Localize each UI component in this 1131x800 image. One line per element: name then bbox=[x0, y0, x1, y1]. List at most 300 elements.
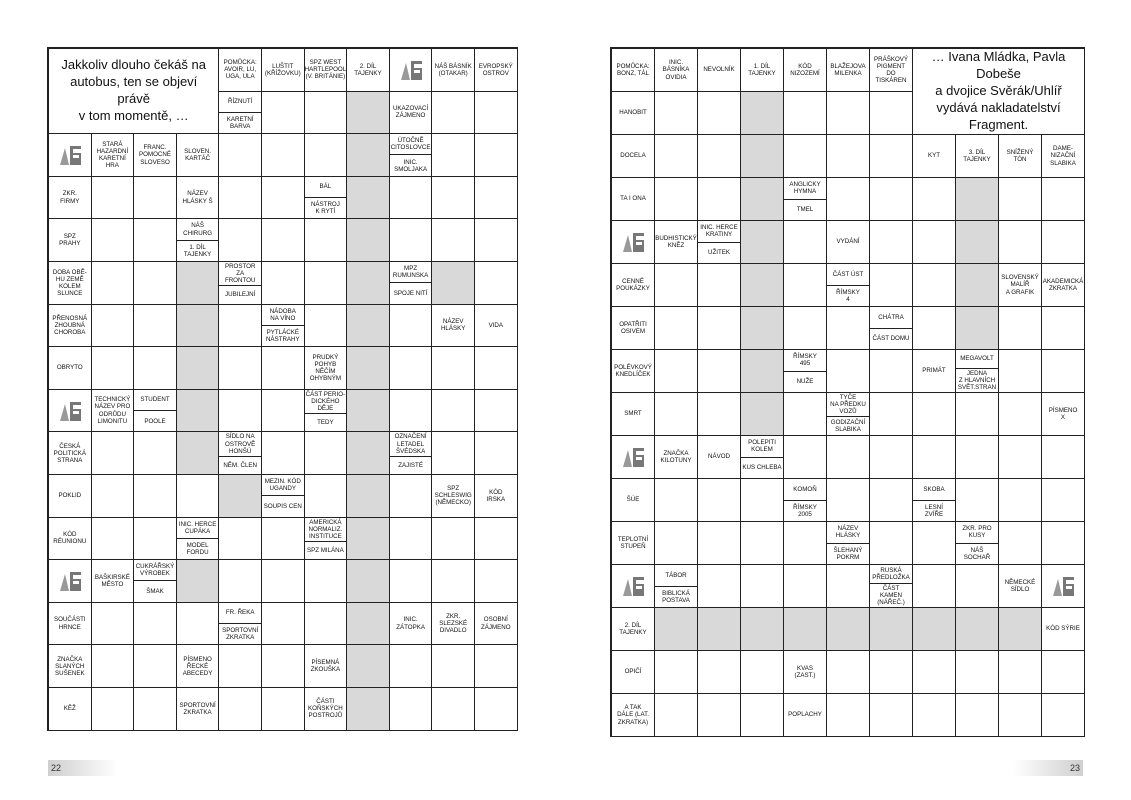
answer-cell[interactable] bbox=[432, 518, 475, 561]
clue-cell bbox=[612, 92, 655, 135]
answer-cell[interactable] bbox=[870, 221, 913, 264]
shaded-answer-cell[interactable] bbox=[177, 390, 220, 433]
logo-cell bbox=[49, 390, 92, 433]
clue-text: HANOBIT bbox=[619, 109, 647, 117]
clue-cell bbox=[390, 92, 433, 135]
clue-text: KĚŽ bbox=[63, 705, 76, 713]
shaded-answer-cell[interactable] bbox=[741, 92, 784, 135]
answer-cell[interactable] bbox=[741, 522, 784, 565]
clue-text: ŠÚE bbox=[626, 496, 640, 504]
answer-cell[interactable] bbox=[432, 134, 475, 177]
clue-text: 2. DÍL TAJENKY bbox=[354, 62, 382, 77]
clue-text: OSOBNÍ ZÁJMENO bbox=[481, 616, 511, 631]
answer-cell[interactable] bbox=[956, 479, 999, 522]
answer-cell[interactable] bbox=[475, 347, 518, 390]
answer-cell[interactable] bbox=[432, 219, 475, 262]
answer-cell[interactable] bbox=[784, 522, 827, 565]
answer-cell[interactable] bbox=[655, 651, 698, 694]
answer-cell[interactable] bbox=[698, 307, 741, 350]
shaded-answer-cell[interactable] bbox=[347, 603, 390, 646]
answer-cell[interactable] bbox=[956, 565, 999, 608]
clue-cell bbox=[999, 264, 1042, 307]
shaded-answer-cell[interactable] bbox=[741, 307, 784, 350]
answer-cell[interactable] bbox=[1042, 651, 1085, 694]
answer-cell[interactable] bbox=[390, 305, 433, 348]
answer-cell[interactable] bbox=[432, 177, 475, 220]
answer-cell[interactable] bbox=[262, 177, 305, 220]
answer-cell[interactable] bbox=[92, 219, 135, 262]
answer-cell[interactable] bbox=[741, 651, 784, 694]
answer-cell[interactable] bbox=[655, 350, 698, 393]
answer-cell[interactable] bbox=[784, 393, 827, 436]
answer-cell[interactable] bbox=[219, 390, 262, 433]
clue-text: OBRYTO bbox=[56, 364, 83, 372]
answer-cell[interactable] bbox=[92, 603, 135, 646]
answer-cell[interactable] bbox=[784, 221, 827, 264]
answer-cell[interactable] bbox=[219, 219, 262, 262]
shaded-answer-cell[interactable] bbox=[741, 608, 784, 651]
answer-cell[interactable] bbox=[390, 219, 433, 262]
clue-text: POKLID bbox=[58, 492, 82, 500]
answer-cell[interactable] bbox=[698, 393, 741, 436]
shaded-answer-cell[interactable] bbox=[741, 264, 784, 307]
answer-cell[interactable] bbox=[913, 307, 956, 350]
shaded-answer-cell[interactable] bbox=[784, 608, 827, 651]
answer-cell[interactable] bbox=[475, 262, 518, 305]
shaded-answer-cell[interactable] bbox=[999, 608, 1042, 651]
shaded-answer-cell[interactable] bbox=[956, 221, 999, 264]
answer-cell[interactable] bbox=[1042, 479, 1085, 522]
shaded-answer-cell[interactable] bbox=[956, 307, 999, 350]
answer-cell[interactable] bbox=[475, 560, 518, 603]
answer-cell[interactable] bbox=[134, 262, 177, 305]
clue-text: ŘÍMSKY 4 bbox=[827, 285, 869, 307]
answer-cell[interactable] bbox=[698, 350, 741, 393]
answer-cell[interactable] bbox=[741, 694, 784, 737]
answer-cell[interactable] bbox=[305, 560, 348, 603]
shaded-answer-cell[interactable] bbox=[741, 393, 784, 436]
answer-cell[interactable] bbox=[999, 522, 1042, 565]
clue-cell bbox=[177, 219, 220, 262]
answer-cell[interactable] bbox=[655, 178, 698, 221]
answer-cell[interactable] bbox=[784, 264, 827, 307]
clue-text: PRUDKÝ POHYB NĚČÍM OHYBNÝM bbox=[309, 353, 342, 383]
answer-cell[interactable] bbox=[432, 347, 475, 390]
clue-text: SÍDLO NA OSTROVĚ HONŠÚ bbox=[225, 433, 256, 455]
answer-cell[interactable] bbox=[698, 565, 741, 608]
clue-text: SNÍŽENÝ TÓN bbox=[1006, 148, 1034, 163]
answer-cell[interactable] bbox=[305, 134, 348, 177]
clue-cell bbox=[956, 522, 999, 565]
answer-cell[interactable] bbox=[913, 522, 956, 565]
answer-cell[interactable] bbox=[698, 92, 741, 135]
answer-cell[interactable] bbox=[999, 651, 1042, 694]
answer-cell[interactable] bbox=[305, 92, 348, 135]
clue-cell bbox=[612, 350, 655, 393]
answer-cell[interactable] bbox=[134, 518, 177, 561]
answer-cell[interactable] bbox=[92, 645, 135, 688]
answer-cell[interactable] bbox=[262, 518, 305, 561]
clue-text: UKAZOVACÍ ZÁJMENO bbox=[392, 105, 429, 120]
answer-cell[interactable] bbox=[999, 221, 1042, 264]
answer-cell[interactable] bbox=[475, 92, 518, 135]
clue-text: ČÁST DOMU bbox=[870, 328, 912, 350]
answer-cell[interactable] bbox=[827, 350, 870, 393]
answer-cell[interactable] bbox=[655, 694, 698, 737]
shaded-answer-cell[interactable] bbox=[347, 177, 390, 220]
clue-cell bbox=[698, 49, 741, 92]
clue-cell bbox=[390, 432, 433, 475]
answer-cell[interactable] bbox=[655, 307, 698, 350]
answer-cell[interactable] bbox=[390, 560, 433, 603]
answer-cell[interactable] bbox=[913, 565, 956, 608]
shaded-answer-cell[interactable] bbox=[741, 178, 784, 221]
answer-cell[interactable] bbox=[870, 694, 913, 737]
answer-cell[interactable] bbox=[92, 518, 135, 561]
shaded-answer-cell[interactable] bbox=[655, 608, 698, 651]
logo-cell bbox=[612, 221, 655, 264]
clue-cell bbox=[49, 219, 92, 262]
clue-cell bbox=[784, 694, 827, 737]
answer-cell[interactable] bbox=[655, 393, 698, 436]
publisher-logo-icon bbox=[57, 144, 83, 166]
answer-cell[interactable] bbox=[870, 135, 913, 178]
answer-cell[interactable] bbox=[92, 432, 135, 475]
answer-cell[interactable] bbox=[262, 645, 305, 688]
shaded-answer-cell[interactable] bbox=[347, 347, 390, 390]
answer-cell[interactable] bbox=[1042, 221, 1085, 264]
answer-cell[interactable] bbox=[870, 264, 913, 307]
shaded-answer-cell[interactable] bbox=[432, 262, 475, 305]
answer-cell[interactable] bbox=[870, 178, 913, 221]
clue-text: SOUČÁSTI HRNCE bbox=[53, 616, 86, 631]
answer-cell[interactable] bbox=[390, 475, 433, 518]
clue-text: MPZ RUMUNSKA bbox=[392, 265, 429, 280]
answer-cell[interactable] bbox=[305, 305, 348, 348]
answer-cell[interactable] bbox=[698, 178, 741, 221]
answer-cell[interactable] bbox=[390, 347, 433, 390]
clue-cell bbox=[49, 262, 92, 305]
shaded-answer-cell[interactable] bbox=[347, 432, 390, 475]
answer-cell[interactable] bbox=[827, 178, 870, 221]
answer-cell[interactable] bbox=[913, 393, 956, 436]
answer-cell[interactable] bbox=[827, 694, 870, 737]
answer-cell[interactable] bbox=[475, 177, 518, 220]
answer-cell[interactable] bbox=[305, 475, 348, 518]
shaded-answer-cell[interactable] bbox=[347, 305, 390, 348]
answer-cell[interactable] bbox=[1042, 350, 1085, 393]
answer-cell[interactable] bbox=[432, 645, 475, 688]
answer-cell[interactable] bbox=[432, 390, 475, 433]
shaded-answer-cell[interactable] bbox=[870, 608, 913, 651]
answer-cell[interactable] bbox=[956, 436, 999, 479]
answer-cell[interactable] bbox=[913, 178, 956, 221]
answer-cell[interactable] bbox=[92, 305, 135, 348]
answer-cell[interactable] bbox=[827, 565, 870, 608]
shaded-answer-cell[interactable] bbox=[177, 305, 220, 348]
publisher-logo-icon bbox=[398, 59, 424, 81]
shaded-answer-cell[interactable] bbox=[219, 475, 262, 518]
answer-cell[interactable] bbox=[870, 522, 913, 565]
clue-text: ŠLEHANÝ POKRM bbox=[827, 543, 869, 565]
answer-cell[interactable] bbox=[305, 219, 348, 262]
shaded-answer-cell[interactable] bbox=[347, 645, 390, 688]
answer-cell[interactable] bbox=[390, 518, 433, 561]
answer-cell[interactable] bbox=[827, 479, 870, 522]
clue-cell bbox=[999, 135, 1042, 178]
clue-cell bbox=[475, 603, 518, 646]
clue-text: DOCELA bbox=[620, 152, 646, 160]
answer-cell[interactable] bbox=[870, 92, 913, 135]
answer-cell[interactable] bbox=[177, 603, 220, 646]
answer-cell[interactable] bbox=[1042, 522, 1085, 565]
answer-cell[interactable] bbox=[999, 479, 1042, 522]
answer-cell[interactable] bbox=[134, 432, 177, 475]
answer-cell[interactable] bbox=[784, 92, 827, 135]
answer-cell[interactable] bbox=[913, 264, 956, 307]
clue-text: SPZ WEST HARTLEPOOL (V. BRITÁNIE) bbox=[304, 59, 347, 81]
answer-cell[interactable] bbox=[698, 479, 741, 522]
clue-text: FR. ŘEKA bbox=[225, 609, 255, 617]
answer-cell[interactable] bbox=[655, 479, 698, 522]
clue-text: BLAŽEJOVA MILENKA bbox=[830, 62, 866, 77]
answer-cell[interactable] bbox=[134, 177, 177, 220]
answer-cell[interactable] bbox=[262, 219, 305, 262]
answer-cell[interactable] bbox=[262, 134, 305, 177]
answer-cell[interactable] bbox=[784, 436, 827, 479]
answer-cell[interactable] bbox=[999, 307, 1042, 350]
clue-cell bbox=[612, 694, 655, 737]
answer-cell[interactable] bbox=[655, 264, 698, 307]
answer-cell[interactable] bbox=[92, 475, 135, 518]
answer-cell[interactable] bbox=[741, 479, 784, 522]
answer-cell[interactable] bbox=[655, 522, 698, 565]
answer-cell[interactable] bbox=[432, 92, 475, 135]
shaded-answer-cell[interactable] bbox=[177, 262, 220, 305]
answer-cell[interactable] bbox=[698, 694, 741, 737]
answer-cell[interactable] bbox=[432, 688, 475, 731]
answer-cell[interactable] bbox=[784, 565, 827, 608]
clue-text: SPORTOVNÍ ZKRATKA bbox=[179, 701, 216, 716]
answer-cell[interactable] bbox=[999, 393, 1042, 436]
answer-cell[interactable] bbox=[698, 264, 741, 307]
answer-cell[interactable] bbox=[870, 651, 913, 694]
answer-cell[interactable] bbox=[134, 347, 177, 390]
clue-cell bbox=[219, 262, 262, 305]
left-puzzle-title: Jakkoliv dlouho čekáš na autobus, ten se objeví právě v tom momentě, … bbox=[49, 49, 219, 134]
answer-cell[interactable] bbox=[219, 518, 262, 561]
answer-cell[interactable] bbox=[475, 390, 518, 433]
answer-cell[interactable] bbox=[305, 603, 348, 646]
answer-cell[interactable] bbox=[999, 350, 1042, 393]
answer-cell[interactable] bbox=[219, 347, 262, 390]
answer-cell[interactable] bbox=[913, 651, 956, 694]
answer-cell[interactable] bbox=[305, 432, 348, 475]
answer-cell[interactable] bbox=[219, 305, 262, 348]
answer-cell[interactable] bbox=[475, 688, 518, 731]
clue-text: KÓD SÝRIE bbox=[1046, 625, 1080, 633]
shaded-answer-cell[interactable] bbox=[741, 221, 784, 264]
answer-cell[interactable] bbox=[1042, 694, 1085, 737]
answer-cell[interactable] bbox=[827, 436, 870, 479]
answer-cell[interactable] bbox=[475, 432, 518, 475]
shaded-answer-cell[interactable] bbox=[347, 390, 390, 433]
answer-cell[interactable] bbox=[134, 475, 177, 518]
shaded-answer-cell[interactable] bbox=[347, 262, 390, 305]
answer-cell[interactable] bbox=[177, 475, 220, 518]
logo-holder bbox=[612, 436, 654, 478]
answer-cell[interactable] bbox=[913, 694, 956, 737]
answer-cell[interactable] bbox=[475, 645, 518, 688]
clue-cell bbox=[999, 565, 1042, 608]
answer-cell[interactable] bbox=[698, 651, 741, 694]
clue-text: NÁZEV HLÁSKY bbox=[835, 525, 861, 540]
answer-cell[interactable] bbox=[92, 262, 135, 305]
answer-cell[interactable] bbox=[92, 347, 135, 390]
answer-cell[interactable] bbox=[784, 307, 827, 350]
answer-cell[interactable] bbox=[262, 390, 305, 433]
clue-text: ČÁST KAMEN (NÁŘEČ.) bbox=[870, 583, 912, 607]
answer-cell[interactable] bbox=[432, 432, 475, 475]
shaded-answer-cell[interactable] bbox=[913, 608, 956, 651]
shaded-answer-cell[interactable] bbox=[956, 178, 999, 221]
answer-cell[interactable] bbox=[262, 92, 305, 135]
clue-text: SPZ PRAHY bbox=[59, 233, 81, 248]
answer-cell[interactable] bbox=[956, 393, 999, 436]
clue-cell bbox=[49, 475, 92, 518]
clue-text: LUŠTIT (KŘÍŽOVKU) bbox=[264, 62, 301, 77]
shaded-answer-cell[interactable] bbox=[347, 560, 390, 603]
answer-cell[interactable] bbox=[262, 688, 305, 731]
answer-cell[interactable] bbox=[134, 688, 177, 731]
answer-cell[interactable] bbox=[784, 135, 827, 178]
shaded-answer-cell[interactable] bbox=[347, 688, 390, 731]
shaded-answer-cell[interactable] bbox=[741, 135, 784, 178]
answer-cell[interactable] bbox=[134, 603, 177, 646]
shaded-answer-cell[interactable] bbox=[741, 350, 784, 393]
clue-cell bbox=[347, 49, 390, 92]
answer-cell[interactable] bbox=[870, 350, 913, 393]
shaded-answer-cell[interactable] bbox=[347, 475, 390, 518]
clue-text: SPORTOVNÍ ZKRATKA bbox=[219, 623, 261, 644]
answer-cell[interactable] bbox=[956, 651, 999, 694]
right-puzzle-title: … Ivana Mládka, Pavla Dobeše a dvojice Svěrák/Uhlíř vydává nakladatelství Fragment. bbox=[913, 49, 1085, 135]
answer-cell[interactable] bbox=[655, 135, 698, 178]
answer-cell[interactable] bbox=[262, 560, 305, 603]
shaded-answer-cell[interactable] bbox=[347, 92, 390, 135]
answer-cell[interactable] bbox=[390, 688, 433, 731]
answer-cell[interactable] bbox=[827, 92, 870, 135]
clue-text: SPZ SCHLESWIG (NĚMECKO) bbox=[434, 485, 472, 507]
shaded-answer-cell[interactable] bbox=[177, 432, 220, 475]
clue-cell bbox=[92, 390, 135, 433]
answer-cell[interactable] bbox=[1042, 307, 1085, 350]
answer-cell[interactable] bbox=[870, 393, 913, 436]
answer-cell[interactable] bbox=[956, 694, 999, 737]
shaded-answer-cell[interactable] bbox=[347, 134, 390, 177]
clue-text: ŘÍZNUTÍ bbox=[227, 98, 253, 106]
answer-cell[interactable] bbox=[219, 177, 262, 220]
answer-cell[interactable] bbox=[390, 390, 433, 433]
answer-cell[interactable] bbox=[262, 347, 305, 390]
clue-text: NUŽE bbox=[784, 371, 826, 393]
answer-cell[interactable] bbox=[655, 92, 698, 135]
clue-text: SKOBA bbox=[923, 485, 945, 493]
answer-cell[interactable] bbox=[92, 177, 135, 220]
answer-cell[interactable] bbox=[1042, 178, 1085, 221]
answer-cell[interactable] bbox=[698, 135, 741, 178]
shaded-answer-cell[interactable] bbox=[347, 518, 390, 561]
clue-text: KVAS (ZAST.) bbox=[794, 664, 816, 679]
answer-cell[interactable] bbox=[475, 134, 518, 177]
answer-cell[interactable] bbox=[698, 522, 741, 565]
answer-cell[interactable] bbox=[305, 262, 348, 305]
answer-cell[interactable] bbox=[999, 694, 1042, 737]
answer-cell[interactable] bbox=[92, 688, 135, 731]
shaded-answer-cell[interactable] bbox=[827, 608, 870, 651]
answer-cell[interactable] bbox=[134, 305, 177, 348]
answer-cell[interactable] bbox=[827, 651, 870, 694]
publisher-logo-icon bbox=[1050, 575, 1076, 597]
answer-cell[interactable] bbox=[219, 134, 262, 177]
clue-text: NÁŠ BÁSNÍK (OTAKAR) bbox=[434, 62, 472, 77]
answer-cell[interactable] bbox=[741, 565, 784, 608]
answer-cell[interactable] bbox=[219, 645, 262, 688]
answer-cell[interactable] bbox=[390, 177, 433, 220]
answer-cell[interactable] bbox=[913, 221, 956, 264]
logo-cell bbox=[49, 560, 92, 603]
shaded-answer-cell[interactable] bbox=[177, 560, 220, 603]
clue-text: EVROPSKÝ OSTROV bbox=[478, 62, 513, 77]
answer-cell[interactable] bbox=[999, 178, 1042, 221]
answer-cell[interactable] bbox=[827, 307, 870, 350]
shaded-answer-cell[interactable] bbox=[956, 264, 999, 307]
clue-text: TÁBOR bbox=[665, 571, 687, 579]
clue-cell bbox=[49, 177, 92, 220]
answer-cell[interactable] bbox=[913, 436, 956, 479]
answer-cell[interactable] bbox=[262, 603, 305, 646]
logo-cell bbox=[612, 565, 655, 608]
answer-cell[interactable] bbox=[999, 436, 1042, 479]
answer-cell[interactable] bbox=[219, 560, 262, 603]
answer-cell[interactable] bbox=[134, 219, 177, 262]
clue-text: PRIMÁT bbox=[922, 367, 946, 375]
shaded-answer-cell[interactable] bbox=[177, 347, 220, 390]
clue-text: POPLACHY bbox=[788, 711, 822, 719]
clue-cell bbox=[612, 307, 655, 350]
shaded-answer-cell[interactable] bbox=[698, 608, 741, 651]
answer-cell[interactable] bbox=[219, 688, 262, 731]
clue-text: ŘÍMSKY 495 bbox=[793, 353, 817, 368]
answer-cell[interactable] bbox=[1042, 436, 1085, 479]
clue-text: POMŮCKA: BONZ, TÁL bbox=[616, 62, 650, 77]
clue-cell bbox=[49, 347, 92, 390]
answer-cell[interactable] bbox=[870, 436, 913, 479]
answer-cell[interactable] bbox=[475, 219, 518, 262]
answer-cell[interactable] bbox=[870, 479, 913, 522]
answer-cell[interactable] bbox=[134, 645, 177, 688]
clue-text: SPZ MILÁNA bbox=[305, 541, 347, 559]
answer-cell[interactable] bbox=[390, 645, 433, 688]
answer-cell[interactable] bbox=[432, 560, 475, 603]
answer-cell[interactable] bbox=[475, 518, 518, 561]
answer-cell[interactable] bbox=[262, 432, 305, 475]
shaded-answer-cell[interactable] bbox=[956, 608, 999, 651]
answer-cell[interactable] bbox=[827, 135, 870, 178]
shaded-answer-cell[interactable] bbox=[347, 219, 390, 262]
answer-cell[interactable] bbox=[262, 262, 305, 305]
clue-cell bbox=[612, 264, 655, 307]
